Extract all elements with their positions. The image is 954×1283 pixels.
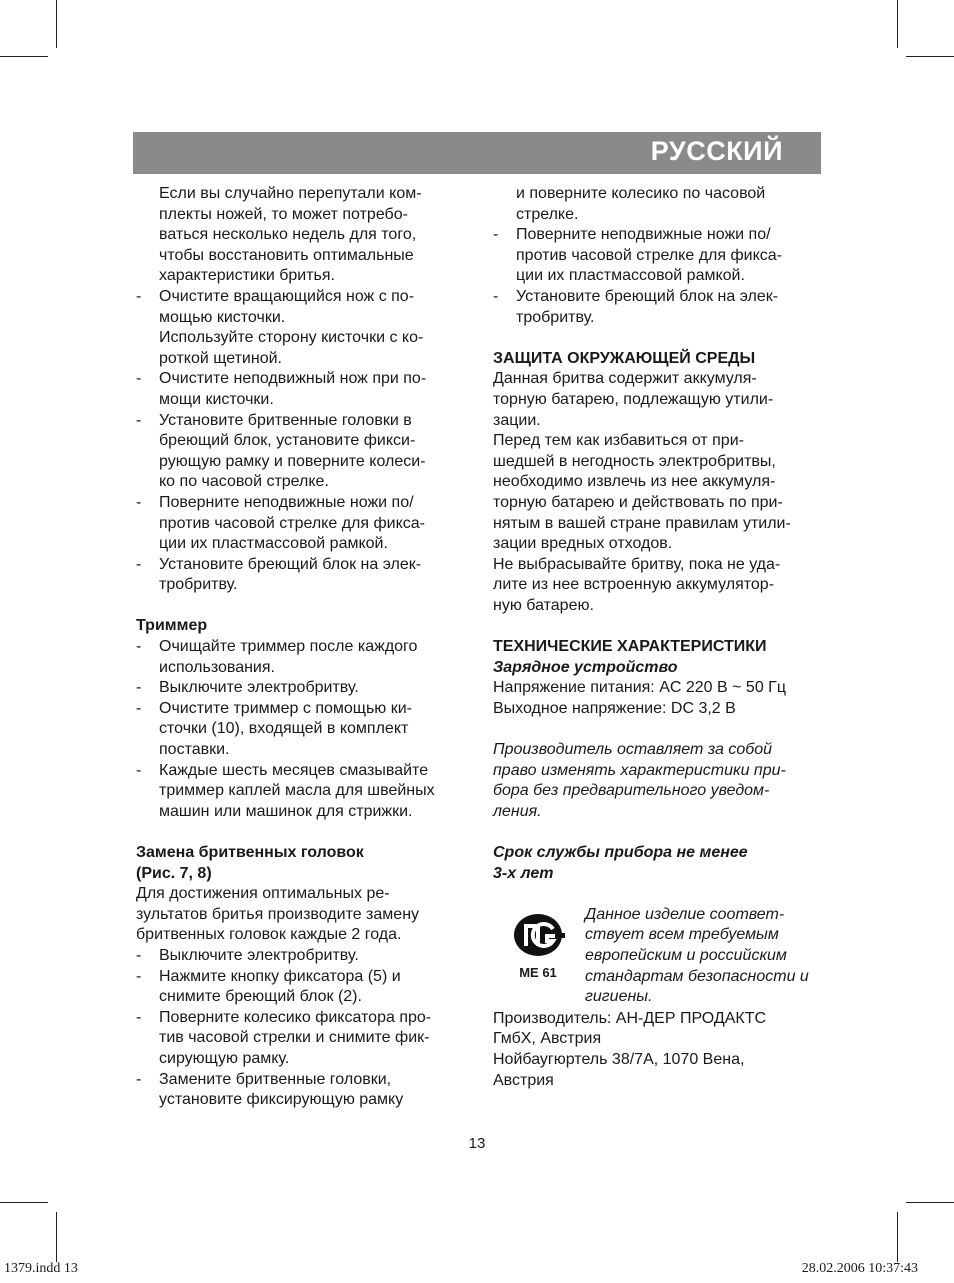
bullet-dash: - [136, 761, 142, 779]
crop-mark [906, 1202, 954, 1203]
text-line: бора без предварительного уведом- [493, 782, 770, 800]
text-line: 3-х лет [493, 864, 554, 882]
certification-code: ME 61 [519, 964, 557, 980]
bullet-dash: - [493, 287, 499, 305]
list-item-line: бреющий блок, установите фикси- [159, 432, 416, 450]
continued-item [493, 184, 818, 225]
text-line: зации вредных отходов. [493, 535, 673, 553]
list-item [136, 1008, 461, 1070]
text-line: Данная бритва содержит аккумуля- [493, 370, 757, 388]
tech-specs [493, 678, 818, 719]
environment-paragraph [493, 555, 818, 617]
left-column [136, 184, 461, 1111]
text-line: Срок службы прибора не менее [493, 844, 748, 861]
producer-info [493, 1009, 818, 1091]
certification-block [493, 905, 818, 1009]
text-line: ваться несколько недель для того, [159, 226, 417, 244]
text-line: нятым в вашей стране правилам утили- [493, 514, 791, 532]
cleaning-list [136, 287, 461, 596]
text-line: ствует всем требуемым [585, 926, 779, 944]
bullet-dash: - [136, 555, 142, 573]
list-item [136, 555, 461, 596]
environment-paragraph [493, 369, 818, 431]
list-item [136, 493, 461, 555]
bullet-dash: - [136, 638, 142, 656]
replace-intro [136, 884, 461, 946]
text-line: Производитель: АН-ДЕР ПРОДАКТС [493, 1009, 767, 1027]
text-line: стандартам безопасности и [585, 967, 809, 985]
text-line: торную батарею, подлежащую утили- [493, 390, 774, 408]
text-line: лите из нее встроенную аккумулятор- [493, 576, 775, 594]
list-item-line: мощи кисточки. [159, 390, 274, 408]
list-item-line: ции их пластмассовой рамкой. [516, 267, 745, 285]
list-item-line: сирующую рамку. [159, 1049, 290, 1067]
bullet-dash: - [136, 1008, 142, 1026]
text-line: Данное изделие соответ- [585, 905, 785, 923]
list-item [136, 637, 461, 678]
text-line: гигиены. [585, 988, 653, 1006]
text-line: Для достижения оптимальных ре- [136, 885, 390, 903]
language-banner [133, 132, 821, 174]
bullet-dash: - [136, 493, 142, 511]
list-item [136, 761, 461, 823]
list-item [136, 287, 461, 369]
list-item-line: Установите бреющий блок на элек- [159, 555, 422, 573]
text-line: стрелке. [516, 205, 579, 223]
text-line: Не выбрасывайте бритву, пока не уда- [493, 555, 781, 573]
tech-heading: ТЕХНИЧЕСКИЕ ХАРАКТЕРИСТИКИ [493, 638, 767, 656]
list-item-line: тив часовой стрелки и снимите фик- [159, 1029, 430, 1047]
environment-heading: ЗАЩИТА ОКРУЖАЮЩЕЙ СРЕДЫ [493, 349, 756, 367]
crop-mark [897, 1212, 898, 1262]
list-item-line: рующую рамку и поверните колеси- [159, 452, 426, 470]
bullet-dash: - [136, 679, 142, 697]
list-item-line: Замените бритвенные головки, [159, 1070, 392, 1088]
list-item [136, 411, 461, 493]
crop-mark [56, 0, 57, 48]
text-line: шедшей в негодность электробритвы, [493, 452, 776, 470]
text-line: Выходное напряжение: DC 3,2 В [493, 699, 736, 717]
trimmer-list [136, 637, 461, 822]
list-item-line: Используйте сторону кисточки с ко- [159, 329, 424, 347]
list-item [136, 699, 461, 761]
bullet-dash: - [136, 946, 142, 964]
list-item-line: мощью кисточки. [159, 308, 286, 326]
list-item-line: Очищайте триммер после каждого [159, 638, 418, 656]
text-line: ления. [493, 802, 542, 820]
crop-mark [0, 56, 48, 57]
text-line: зации. [493, 411, 541, 429]
list-item-line: Выключите электробритву. [159, 679, 359, 697]
crop-mark [906, 56, 954, 57]
text-line: бритвенных головок каждые 2 года. [136, 926, 402, 944]
page-title: РУССКИЙ [650, 136, 783, 166]
list-item-line: использования. [159, 658, 275, 676]
list-item-line: ко по часовой стрелке. [159, 473, 329, 491]
text-line: Нойбаугюртель 38/7А, 1070 Вена, [493, 1050, 745, 1068]
bullet-dash: - [493, 226, 499, 244]
list-item-line: Каждые шесть месяцев смазывайте [159, 761, 429, 779]
bullet-dash: - [136, 411, 142, 429]
tech-subheading: Зарядное устройство [493, 658, 678, 676]
text-line: Производитель оставляет за собой [493, 741, 773, 759]
text-line: торную батарею и действовать по при- [493, 493, 783, 511]
bullet-dash: - [136, 967, 142, 985]
list-item-line: Поверните колесико фиксатора про- [159, 1008, 432, 1026]
list-item-line: Выключите электробритву. [159, 946, 359, 964]
crop-mark [56, 1212, 57, 1262]
text-line: ную батарею. [493, 596, 594, 614]
text-line: Если вы случайно перепутали ком- [159, 185, 422, 202]
text-line: плекты ножей, то может потребо- [159, 205, 408, 223]
text-line: Перед тем как избавиться от при- [493, 432, 744, 450]
environment-paragraph [493, 431, 818, 555]
text-line: европейским и российским [585, 946, 787, 964]
list-item-line: снимите бреющий блок (2). [159, 988, 362, 1006]
replace-heading: Замена бритвенных головок (Рис. 7, 8) [136, 844, 364, 882]
list-item-line: Очистите вращающийся нож с по- [159, 287, 415, 305]
list-item-line: поставки. [159, 741, 230, 759]
text-line: Напряжение питания: AC 220 В ~ 50 Гц [493, 679, 786, 697]
text-line: зультатов бритья производите замену [136, 905, 420, 923]
right-column [493, 184, 818, 1091]
list-item [136, 369, 461, 410]
text-line: право изменять характеристики при- [493, 761, 786, 779]
list-item [136, 1070, 461, 1111]
list-item [136, 678, 461, 699]
list-item-line: против часовой стрелке для фикса- [516, 246, 782, 264]
list-item-line: Очистите неподвижный нож при по- [159, 370, 427, 388]
list-item-line: триммер каплей масла для швейных [159, 782, 435, 800]
text-line: и поверните колесико по часовой [516, 185, 766, 202]
text-line: ГмбХ, Австрия [493, 1030, 602, 1048]
list-item-line: роткой щетиной. [159, 349, 282, 367]
text-line: чтобы восстановить оптимальные [159, 246, 414, 264]
bullet-dash: - [136, 699, 142, 717]
list-item-line: машин или машинок для стрижки. [159, 802, 413, 820]
list-item-line: Установите бритвенные головки в [159, 411, 412, 429]
file-name: 1379.indd 13 [4, 1261, 78, 1276]
bullet-dash: - [136, 287, 142, 305]
list-item [136, 967, 461, 1008]
list-item-line: Поверните неподвижные ножи по/ [159, 493, 414, 511]
crop-mark [0, 1202, 48, 1203]
bullet-dash: - [136, 370, 142, 388]
list-item [493, 287, 818, 328]
list-item-line: Нажмите кнопку фиксатора (5) и [159, 967, 401, 985]
print-timestamp: 28.02.2006 10:37:43 [801, 1261, 918, 1276]
list-item [493, 225, 818, 287]
page-number: 13 [468, 1135, 486, 1152]
bullet-dash: - [136, 1070, 142, 1088]
list-item-line: Очистите триммер с помощью ки- [159, 699, 412, 717]
list-item-line: Поверните неподвижные ножи по/ [516, 226, 771, 244]
maker-note [493, 740, 818, 822]
text-line: Австрия [493, 1071, 554, 1089]
list-item-line: тробритву. [159, 576, 238, 594]
text-line: характеристики бритья. [159, 267, 335, 285]
assembly-list [493, 225, 818, 328]
list-item [136, 946, 461, 967]
list-item-line: Установите бреющий блок на элек- [516, 287, 779, 305]
certification-text [585, 905, 818, 1008]
service-life [493, 843, 818, 884]
list-item-line: против часовой стрелке для фикса- [159, 514, 425, 532]
list-item-line: установите фиксирующую рамку [159, 1091, 404, 1109]
list-item-line: тробритву. [516, 308, 595, 326]
list-item-line: ции их пластмассовой рамкой. [159, 535, 388, 553]
list-item-line: сточки (10), входящей в комплект [159, 720, 409, 738]
text-line: необходимо извлечь из нее аккумуля- [493, 473, 776, 491]
trimmer-heading: Триммер [136, 617, 208, 635]
intro-paragraph [136, 184, 461, 287]
replace-list [136, 946, 461, 1111]
crop-mark [897, 0, 898, 48]
